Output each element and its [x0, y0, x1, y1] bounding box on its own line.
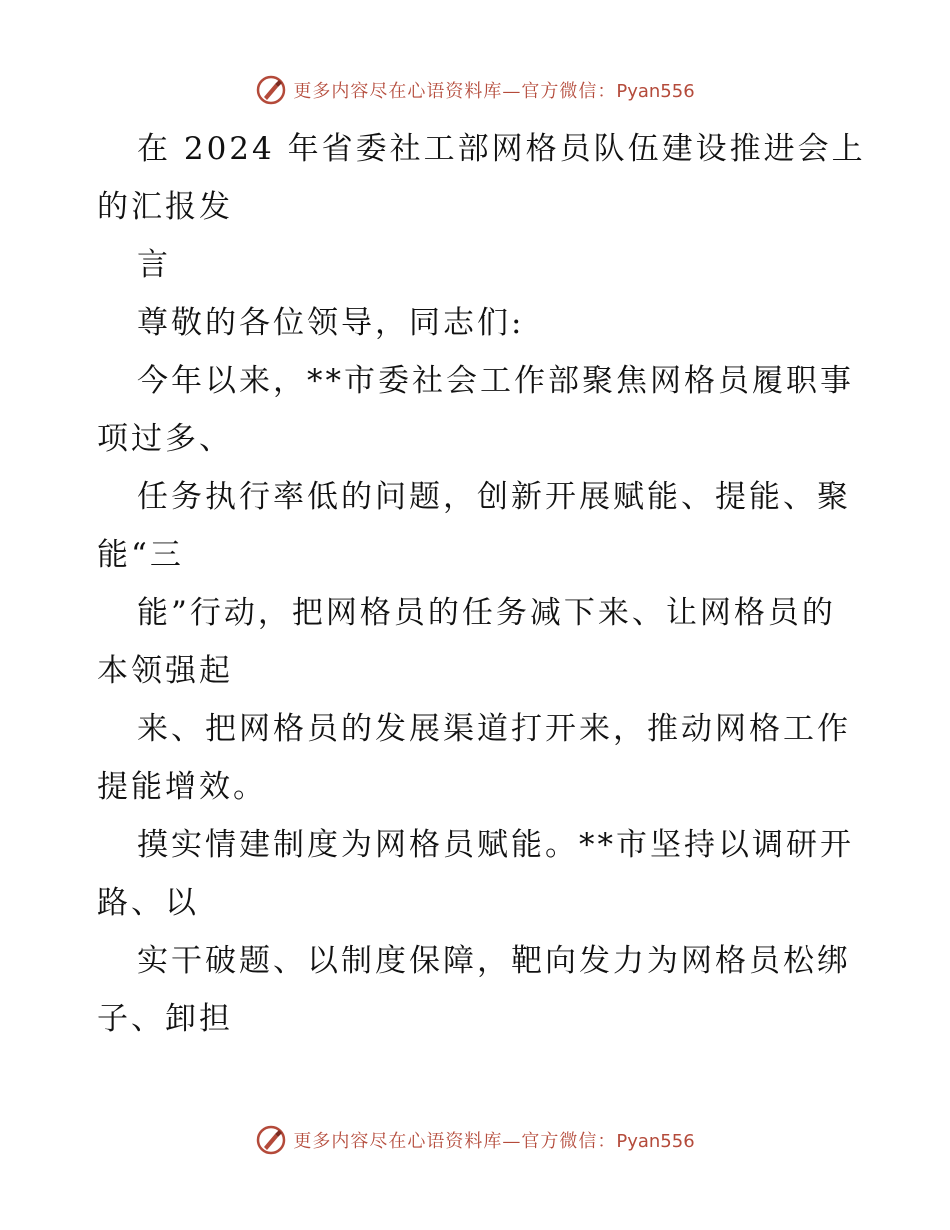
- body-line: 路、以: [97, 885, 199, 921]
- watermark-wechat-id: Pyan556: [616, 81, 695, 102]
- body-line: 尊敬的各位领导，同志们:: [137, 305, 525, 341]
- body-line: 项过多、: [97, 421, 233, 457]
- watermark-text: [293, 1127, 694, 1153]
- body-line: 在 2024 年省委社工部网格员队伍建设推进会上: [137, 131, 866, 167]
- body-line: 今年以来，**市委社会工作部聚焦网格员履职事: [137, 363, 854, 399]
- watermark-wechat-id: Pyan556: [616, 1131, 695, 1152]
- body-line: 摸实情建制度为网格员赋能。**市坚持以调研开: [137, 827, 854, 863]
- body-line: 言: [137, 247, 171, 283]
- document-body: [97, 120, 866, 1048]
- watermark-text-prefix: 更多内容尽在心语资料库—官方微信：: [293, 81, 617, 102]
- watermark-text: [293, 77, 694, 103]
- body-line: 子、卸担: [97, 1001, 233, 1037]
- body-line: 的汇报发: [97, 189, 233, 225]
- body-line: 本领强起: [97, 653, 233, 689]
- pen-logo-icon: [255, 1124, 287, 1156]
- watermark-text-prefix: 更多内容尽在心语资料库—官方微信：: [293, 1131, 617, 1152]
- body-line: 来、把网格员的发展渠道打开来，推动网格工作: [137, 711, 851, 747]
- pen-logo-icon: [255, 74, 287, 106]
- body-line: 任务执行率低的问题，创新开展赋能、提能、聚: [137, 479, 851, 515]
- watermark-footer: [0, 1120, 950, 1160]
- watermark-header: [0, 70, 950, 110]
- body-line: 实干破题、以制度保障，靶向发力为网格员松绑: [137, 943, 851, 979]
- body-line: 能”行动，把网格员的任务减下来、让网格员的: [137, 595, 836, 631]
- body-line: 提能增效。: [97, 769, 267, 805]
- body-line: 能“三: [97, 537, 184, 573]
